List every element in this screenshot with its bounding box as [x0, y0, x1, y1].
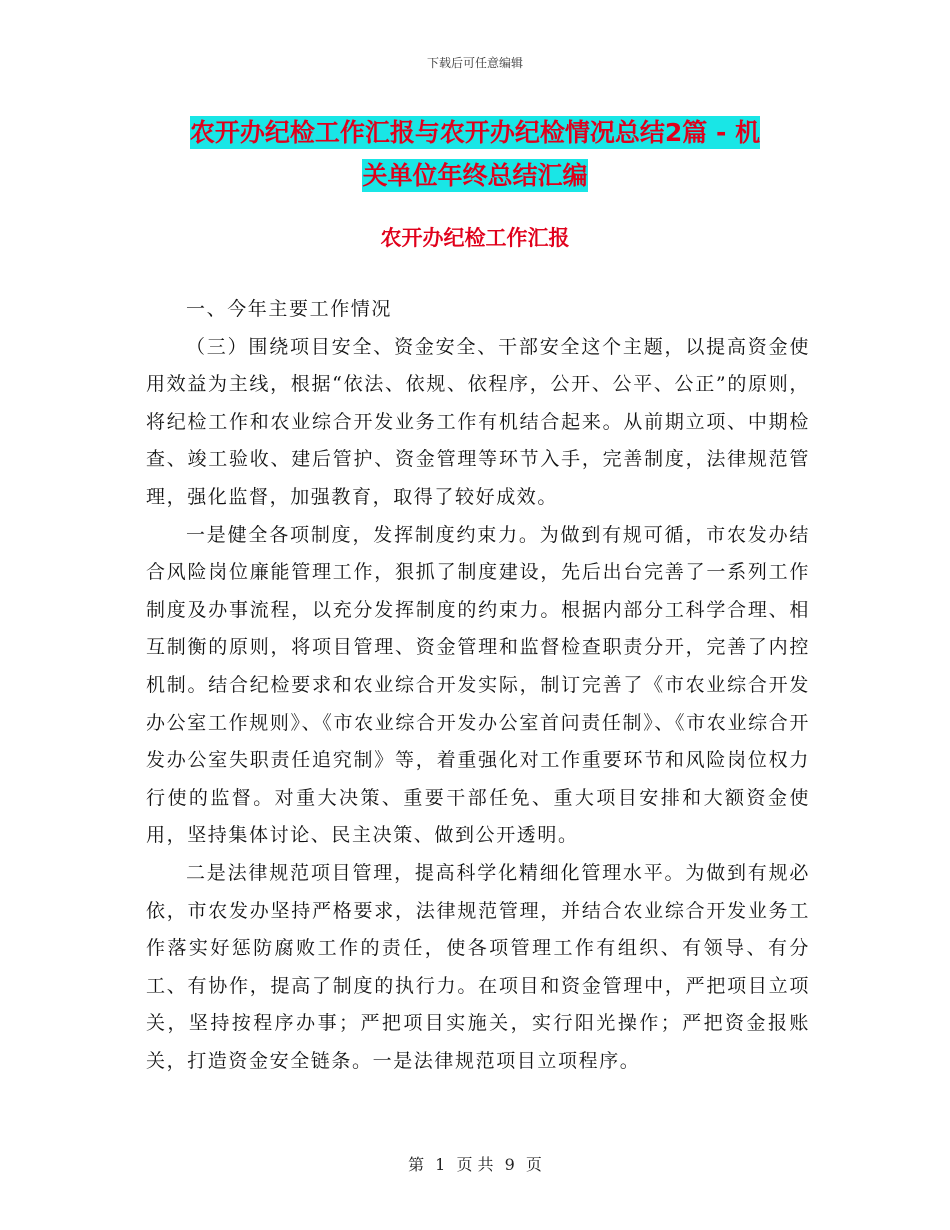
paragraph: （三）围绕项目安全、资金安全、干部安全这个主题，以提高资金使用效益为主线，根据“依法、依规、依程序，公开、公平、公正”的原则，将纪检工作和农业综合开发业务工作有机结合起来。从前期立项、中期检查、竣工验收、建后管护、资金管理等环节入手，完善制度，法律规范管理，强化监督，加强教育，取得了较好成效。 [146, 335, 810, 508]
document-title [0, 111, 950, 197]
footer-prefix: 第 [408, 1155, 425, 1174]
footer-page-number: 1 [435, 1155, 446, 1174]
document-body [146, 291, 810, 1080]
page-header-note: 下载后可任意编辑 [426, 56, 523, 70]
paragraph-heading: 一、今年主要工作情况 [186, 298, 393, 320]
footer-middle: 页 共 [456, 1155, 494, 1174]
document-title-line-2: 关单位年终总结汇编 [362, 161, 588, 190]
paragraph: 一是健全各项制度，发挥制度约束力。为做到有规可循，市农发办结合风险岗位廉能管理工作，狠抓了制度建设，先后出台完善了一系列工作制度及办事流程，以充分发挥制度的约束力。根据内部分工科学合理、相互制衡的原则，将项目管理、资金管理和监督检查职责分开，完善了内控机制。结合纪检要求和农业综合开发实际，制订完善了《市农业综合开发办公室工作规则》、《市农业综合开发办公室首问责任制》、《市农业综合开发办公室失职责任追究制》等，着重强化对工作重要环节和风险岗位权力行使的监督。对重大决策、重要干部任免、重大项目安排和大额资金使用，坚持集体讨论、民主决策、做到公开透明。 [146, 523, 810, 847]
footer-suffix: 页 [525, 1155, 542, 1174]
page-footer [0, 1152, 950, 1175]
paragraph: 二是法律规范项目管理，提高科学化精细化管理水平。为做到有规必依，市农发办坚持严格要求，法律规范管理，并结合农业综合开发业务工作落实好惩防腐败工作的责任，使各项管理工作有组织、有领导、有分工、有协作，提高了制度的执行力。在项目和资金管理中，严把项目立项关，坚持按程序办事；严把项目实施关，实行阳光操作；严把资金报账关，打造资金安全链条。一是法律规范项目立项程序。 [146, 861, 810, 1072]
document-title-line-1: 农开办纪检工作汇报与农开办纪检情况总结2篇 - 机 [189, 118, 761, 147]
footer-total-pages: 9 [504, 1155, 515, 1174]
section-title: 农开办纪检工作汇报 [380, 226, 570, 250]
